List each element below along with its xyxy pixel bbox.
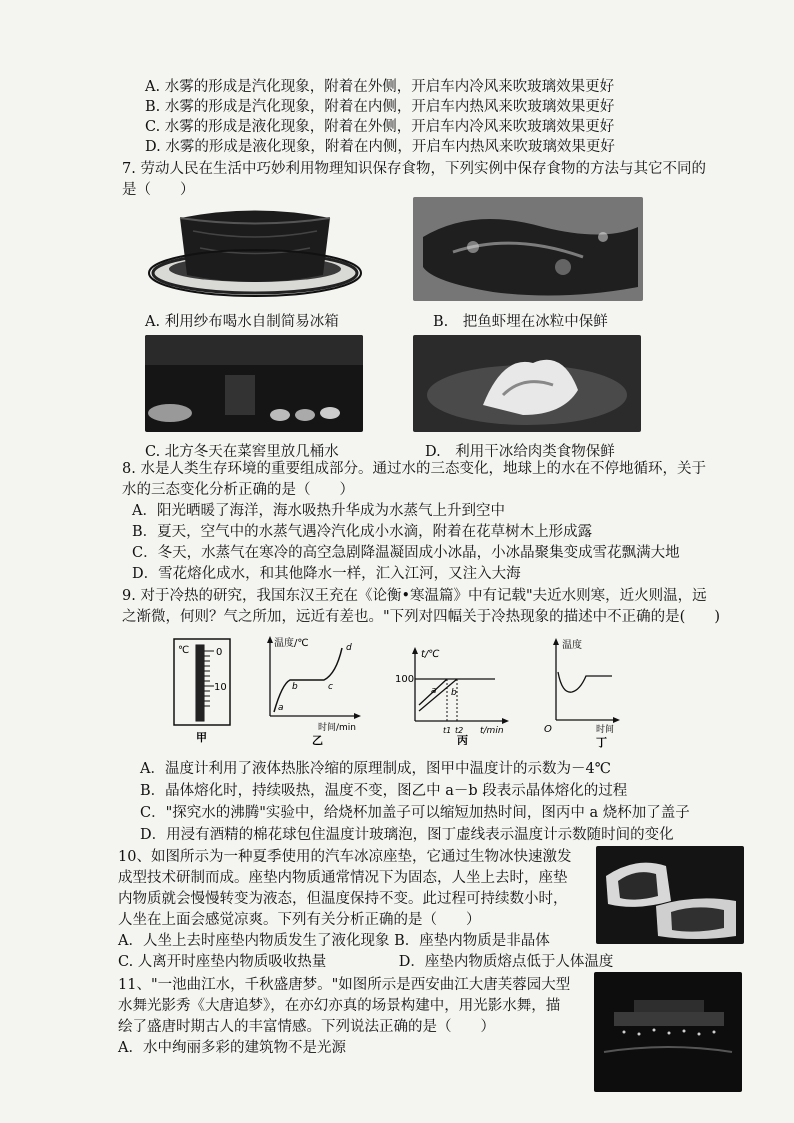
q10-options-ab: A．人坐上去时座垫内物质发生了液化现象 B．座垫内物质是非晶体 — [118, 933, 550, 949]
q6-option-c: C. 水雾的形成是液化现象，附着在外侧，开启车内冷风来吹玻璃效果更好 — [145, 119, 615, 135]
yi-curve — [274, 648, 342, 712]
q10-line4: 人坐在上面会感觉凉爽。下列有关分析正确的是（ ） — [118, 912, 481, 928]
ding-curve — [558, 672, 612, 692]
bing-t1: t1 — [443, 726, 452, 735]
thermometer-column — [196, 645, 204, 721]
q8-option-c: C．冬天，水蒸气在寒冷的高空急剧降温凝固成小冰晶，小冰晶聚集变成雪花飘满大地 — [132, 545, 680, 561]
q8-option-b: B．夏天，空气中的水蒸气遇冷汽化成小水滴，附着在花草树木上形成露 — [132, 524, 593, 540]
figure-ding-evaporation — [538, 634, 628, 749]
q10-line3: 内物质就会慢慢转变为液态，但温度保持不变。此过程可持续数小时， — [118, 891, 568, 907]
yi-point-d: d — [346, 643, 352, 653]
ding-ylabel: 温度 — [562, 640, 582, 651]
q6-option-b: B. 水雾的形成是汽化现象，附着在内侧，开启车内热风来吹玻璃效果更好 — [145, 99, 615, 115]
ding-label: 丁 — [596, 736, 607, 749]
yi-point-c: c — [328, 682, 333, 692]
q6-option-a: A. 水雾的形成是汽化现象，附着在外侧，开启车内冷风来吹玻璃效果更好 — [145, 79, 615, 95]
q9-option-c: C．"探究水的沸腾"实验中，给烧杯加盖子可以缩短加热时间，图丙中 a 烧杯加了盖子 — [140, 805, 690, 821]
q7-caption-a: A. 利用纱布喝水自制简易冰箱 — [145, 314, 339, 330]
figure-bing-boiling-curves — [395, 645, 515, 745]
q9-option-b: B．晶体熔化时，持续吸热，温度不变，图乙中 a－b 段表示晶体熔化的过程 — [140, 783, 628, 799]
photo-car-cooling-cushion — [596, 846, 744, 944]
q7-stem-line1: 7. 劳动人民在生活中巧妙利用物理知识保存食物，下列实例中保存食物的方法与其它不同的 — [122, 161, 706, 177]
yi-point-b: b — [292, 682, 298, 692]
jia-tick-10: 10 — [214, 682, 227, 693]
q10-line2: 成型技术研制而成。座垫内物质通常情况下为固态，人坐上去时，座垫 — [118, 870, 568, 886]
q9-stem-line1: 9. 对于冷热的研究，我国东汉王充在《论衡•寒温篇》中有记载"夫近水则寒，近火则温，远 — [122, 588, 707, 604]
jia-tick-0: 0 — [216, 647, 223, 658]
q7-caption-b: B. 把鱼虾埋在冰粒中保鲜 — [433, 314, 608, 330]
photo-fish-in-ice — [413, 197, 643, 301]
photo-water-light-show — [594, 972, 742, 1092]
figure-yi-melting-curve — [262, 634, 362, 749]
bing-xlabel: t/min — [480, 726, 504, 736]
bing-y100: 100 — [395, 674, 415, 685]
yi-ylabel: 温度/℃ — [274, 638, 309, 649]
q11-option-a: A．水中绚丽多彩的建筑物不是光源 — [118, 1040, 346, 1056]
q11-line2: 水舞光影秀《大唐追梦》，在亦幻亦真的场景构建中，用光影水舞，描 — [118, 998, 561, 1014]
q8-stem-line2: 水的三态变化分析正确的是（ ） — [122, 482, 354, 498]
ding-xlabel: 时间 — [596, 725, 615, 735]
ding-origin: O — [544, 724, 552, 735]
q8-option-a: A．阳光晒暖了海洋，海水吸热升华成为水蒸气上升到空中 — [132, 503, 505, 519]
q8-stem-line1: 8. 水是人类生存环境的重要组成部分。通过水的三态变化，地球上的水在不停地循环，关于 — [122, 461, 706, 477]
photo-dry-ice-meat — [413, 335, 641, 432]
q11-line1: 11、"一池曲江水，千秋盛唐梦。"如图所示是西安曲江大唐芙蓉园大型 — [118, 977, 571, 993]
q10-options-cd: C. 人离开时座垫内物质吸收热量 D．座垫内物质熔点低于人体温度 — [118, 954, 614, 970]
q7-caption-d: D. 利用干冰给肉类食物保鲜 — [425, 444, 615, 460]
bing-ylabel: t/℃ — [421, 649, 440, 660]
bing-line-b-label: b — [451, 688, 457, 698]
q8-option-d: D．雪花熔化成水，和其他降水一样，汇入江河，又注入大海 — [132, 566, 521, 582]
q9-stem-line2: 之渐微，何则？气之所加，远近有差也。"下列对四幅关于冷热现象的描述中不正确的是( ) — [122, 609, 720, 625]
photo-gauze-fridge — [145, 203, 365, 303]
q7-caption-c: C. 北方冬天在菜窖里放几桶水 — [145, 444, 339, 460]
photo-cellar-buckets — [145, 335, 363, 432]
q9-option-d: D．用浸有酒精的棉花球包住温度计玻璃泡，图丁虚线表示温度计示数随时间的变化 — [140, 827, 674, 843]
bing-line-a-label: a — [431, 686, 437, 696]
bing-label: 丙 — [457, 734, 468, 745]
q6-option-d: D. 水雾的形成是液化现象，附着在内侧，开启车内热风来吹玻璃效果更好 — [145, 139, 615, 155]
yi-xlabel: 时间/min — [318, 723, 357, 733]
jia-unit: ℃ — [178, 645, 190, 656]
q10-line1: 10、如图所示为一种夏季使用的汽车冰凉座垫，它通过生物冰快速激发 — [118, 849, 572, 865]
yi-label: 乙 — [312, 734, 323, 747]
yi-point-a: a — [278, 703, 284, 713]
figure-jia-thermometer — [170, 637, 240, 747]
q7-stem-line2: 是（ ） — [122, 182, 195, 198]
q9-option-a: A．温度计利用了液体热胀冷缩的原理制成，图甲中温度计的示数为－4℃ — [140, 761, 611, 777]
jia-label: 甲 — [196, 731, 207, 744]
q11-line3: 绘了盛唐时期古人的丰富情感。下列说法正确的是（ ） — [118, 1019, 495, 1035]
bing-t2: t2 — [455, 726, 464, 735]
